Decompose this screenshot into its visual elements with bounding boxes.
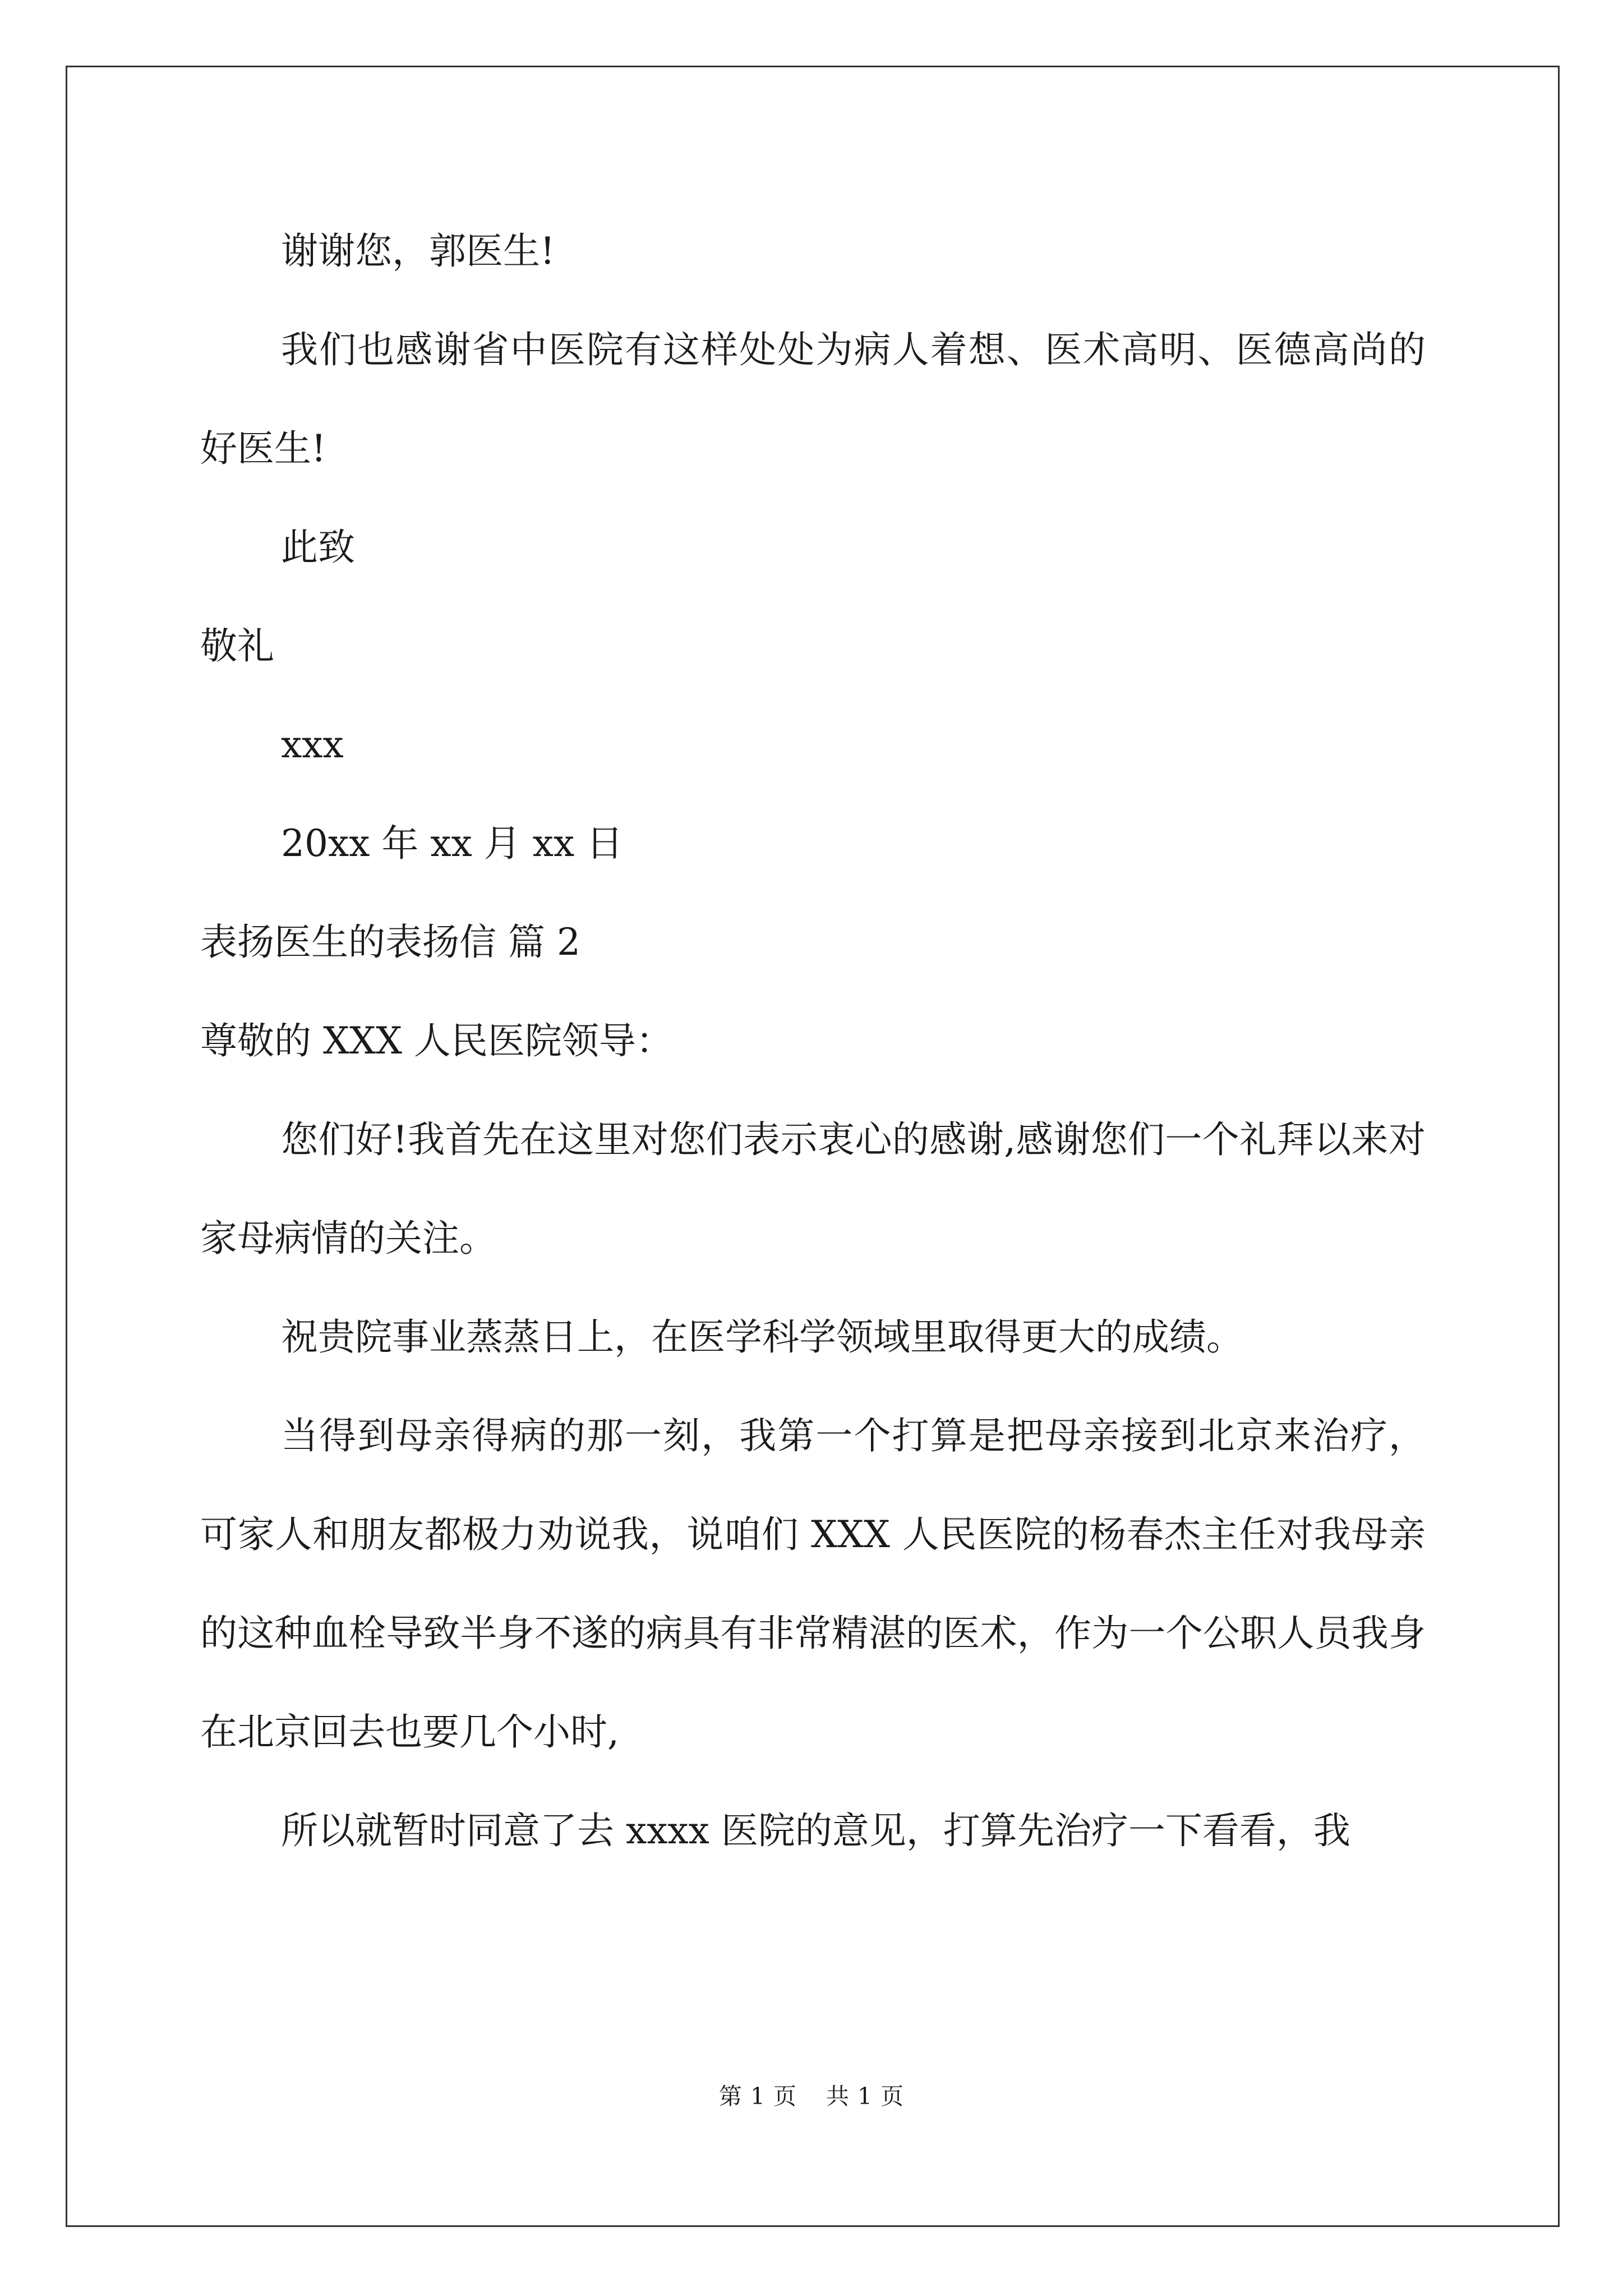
paragraph-wishes: 祝贵院事业蒸蒸日上，在医学科学领域里取得更大的成绩。 [281, 1315, 1243, 1359]
section-heading: 表扬医生的表扬信 篇 2 [200, 921, 580, 964]
closing-regards: 敬礼 [200, 624, 274, 668]
paragraph-thanks-hospital: 我们也感谢省中医院有这样处处为病人着想、医术高明、医德高尚的好医生! [200, 328, 1426, 470]
page-footer [0, 2078, 1623, 2111]
closing-salutation: 此致 [281, 526, 355, 569]
paragraph-continued: 所以就暂时同意了去 xxxx 医院的意见，打算先治疗一下看看，我 [281, 1809, 1350, 1852]
signature-name: xxx [281, 723, 344, 766]
paragraph-gratitude: 您们好!我首先在这里对您们表示衷心的感谢,感谢您们一个礼拜以来对家母病情的关注。 [200, 1118, 1426, 1260]
paragraph-treatment-decision: 当得到母亲得病的那一刻，我第一个打算是把母亲接到北京来治疗，可家人和朋友都极力劝说我，说咱们 XXX 人民医院的杨春杰主任对我母亲的这种血栓导致半身不遂的病具有非常精湛的医术，作为一个公职人员我身在北京回去也要几个小时, [200, 1414, 1426, 1754]
page-total: 共 1 页 [826, 2083, 905, 2110]
letter-greeting: 尊敬的 XXX 人民医院领导： [200, 1019, 673, 1062]
document-body [200, 202, 1426, 1880]
paragraph-thanks-doctor: 谢谢您，郭医生! [281, 229, 555, 273]
signature-date: 20xx 年 xx 月 xx 日 [281, 822, 624, 865]
page-number: 第 1 页 [718, 2083, 797, 2110]
